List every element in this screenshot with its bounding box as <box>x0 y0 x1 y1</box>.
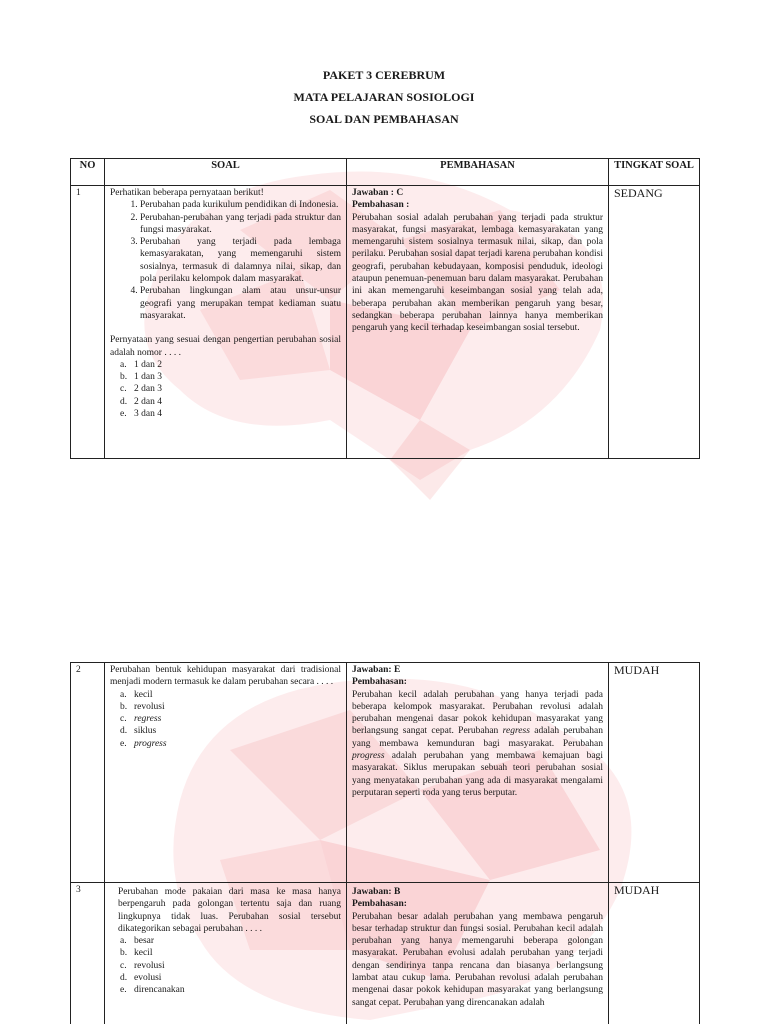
question-cell <box>105 883 347 1024</box>
title-section: SOAL DAN PEMBAHASAN <box>309 112 459 126</box>
choice-list <box>110 359 341 420</box>
question-cell <box>105 186 347 459</box>
question-cell <box>105 663 347 883</box>
header-tingkat: TINGKAT SOAL <box>609 159 700 186</box>
list-item: 1. Perubahan pada kurikulum pendidikan di Indonesia. <box>140 199 341 211</box>
question-number: 1 <box>71 186 105 459</box>
pembahasan-text: Perubahan sosial adalah perubahan yang terjadi pada struktur masyarakat, fungsi masyarakat, lembaga kemasyarakatan yang memengaruhi sistem sosialnya termasuk nilai, sikap, dan pola perilaku. Perubahan sosial dapat terjadi karena perubahan kondisi geografi, perubahan kebudayaan, komposisi penduduk, ideologi ataupun penemuan-penemuan baru dalam masyarakat. Perubahan ini akan memengaruhi keseimbangan sosial yang telah ada, beberapa perubahan akan memberikan pengaruh yang besar, sedangkan beberapa perubahan lainnya hanya memberikan pengaruh yang kecil terhadap keseimbangan sosial tersebut. <box>352 212 603 334</box>
list-item: d. siklus <box>120 726 157 737</box>
list-item: e. progress <box>120 738 167 749</box>
document-title-block <box>0 68 768 134</box>
list-item: a. 1 dan 2 <box>120 359 162 370</box>
question-intro: Perhatikan beberapa pernyataan berikut! <box>110 188 264 198</box>
pembahasan-label: Pembahasan: <box>352 677 407 688</box>
table-row <box>71 186 700 459</box>
pembahasan-label: Pembahasan: <box>352 899 407 910</box>
question-number: 2 <box>71 663 105 883</box>
list-item: 4. Perubahan lingkungan alam atau unsur-unsur geografi yang merupakan tempat kediaman suatu masyarakat. <box>140 285 341 322</box>
pembahasan-cell <box>347 883 609 1024</box>
pembahasan-cell <box>347 663 609 883</box>
list-item: 3. Perubahan yang terjadi pada lembaga kemasyarakatan, yang memengaruhi sistem sosialnya, termasuk di dalamnya nilai, sikap, dan pola perilaku kelompok dalam masyarakat. <box>140 236 341 285</box>
table-header-row <box>71 159 700 186</box>
list-item: 2. Perubahan-perubahan yang terjadi pada struktur dan fungsi masyarakat. <box>140 212 341 237</box>
choice-list <box>110 935 341 996</box>
table-row <box>71 663 700 883</box>
list-item: b. revolusi <box>120 701 165 712</box>
pembahasan-text: Perubahan kecil adalah perubahan yang hanya terjadi pada beberapa kelompok masyarakat. Perubahan revolusi adalah perubahan mengenai dasar pokok kehidupan masyarakat yang berlangsung sangat cepat. Perubahan regress adalah perubahan yang membawa kemunduran bagi masyarakat. Perubahan progress adalah perubahan yang membawa kemajuan bagi masyarakat. Siklus merupakan sebuah teori perubahan sosial yang menyatakan perubahan yang ada di masyarakat mengalami perputaran seperti roda yang terus berputar. <box>352 689 603 798</box>
title-subject: MATA PELAJARAN SOSIOLOGI <box>293 90 475 104</box>
list-item: d. 2 dan 4 <box>120 396 162 407</box>
question-text: Pernyataan yang sesuai dengan pengertian perubahan sosial adalah nomor . . . . <box>110 335 341 358</box>
list-item: a. kecil <box>120 689 153 700</box>
list-item: c. regress <box>120 714 162 725</box>
difficulty-level: SEDANG <box>609 186 700 459</box>
question-table <box>70 662 700 1024</box>
answer-key: Jawaban: E <box>352 665 401 675</box>
question-table <box>70 158 700 459</box>
list-item: e. 3 dan 4 <box>120 409 162 420</box>
header-pembahasan: PEMBAHASAN <box>347 159 609 186</box>
list-item: a. besar <box>120 936 155 947</box>
header-soal: SOAL <box>105 159 347 186</box>
question-text: Perubahan bentuk kehidupan masyarakat dari tradisional menjadi modern termasuk ke dalam perubahan secara . . . . <box>110 665 341 688</box>
table-row <box>71 883 700 1024</box>
header-no: NO <box>71 159 105 186</box>
pembahasan-label: Pembahasan : <box>352 200 410 211</box>
difficulty-level: MUDAH <box>609 883 700 1024</box>
list-item: e. direncanakan <box>120 985 185 996</box>
pembahasan-cell <box>347 186 609 459</box>
list-item: b. kecil <box>120 948 153 959</box>
answer-key: Jawaban: B <box>352 887 401 897</box>
question-text: Perubahan mode pakaian dari masa ke masa hanya berpengaruh pada golongan tertentu saja dan ruang lingkupnya tidak luas. Perubahan sosial tersebut dikategorikan sebagai perubahan . . . . <box>118 887 341 934</box>
question-number: 3 <box>71 883 105 1024</box>
list-item: b. 1 dan 3 <box>120 372 162 383</box>
list-item: c. 2 dan 3 <box>120 384 162 395</box>
title-paket: PAKET 3 CEREBRUM <box>322 68 446 82</box>
difficulty-level: MUDAH <box>609 663 700 883</box>
list-item: d. evolusi <box>120 973 162 984</box>
list-item: c. revolusi <box>120 960 165 971</box>
choice-list <box>110 689 341 750</box>
pembahasan-text: Perubahan besar adalah perubahan yang membawa pengaruh besar terhadap struktur dan fungsi sosial. Perubahan kecil adalah perubahan yang hanya memengaruhi beberapa golongan masyarakat. Perubahan evolusi adalah perubahan yang terjadi dengan sendirinya tanpa rencana dan biasanya berlangsung lambat atau cukup lama. Perubahan revolusi adalah perubahan mengenai dasar pokok kehidupan masyarakat yang berlangsung sangat cepat. Perubahan yang direncanakan adalah <box>352 911 603 1008</box>
answer-key: Jawaban : C <box>352 188 404 198</box>
statement-list <box>110 199 341 322</box>
